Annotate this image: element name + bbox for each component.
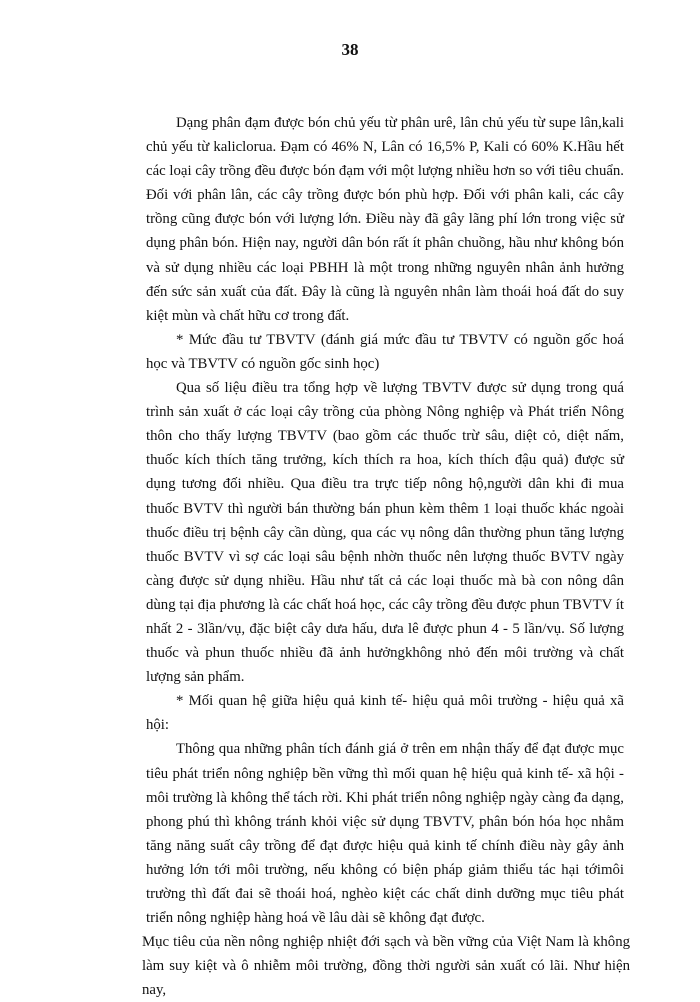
paragraph-analysis: Thông qua những phân tích đánh giá ở trên em nhận thấy để đạt được mục tiêu phát triển nông nghiệp bền vững thì mối quan hệ hiệu quả kinh tế- xã hội - môi trường là không thể tách rời. Khi phát triển nông nghiệp ngày càng đa dạng, phong phú thì không tránh khỏi việc sử dụng TBVTV, phân bón hóa học nhằm tăng năng suất cây trồng để đạt được hiệu quả kinh tế chính điều này gây ảnh hưởng lớn tới môi trường, nếu không có biện pháp giảm thiểu tác hại tớimôi trường thì đất đai sẽ thoái hoá, nghèo kiệt các chất dinh dưỡng mục tiêu phát triển nông nghiệp hàng hoá về lâu dài sẽ không đạt được.: [146, 741, 624, 927]
paragraph-relationship-heading: * Mối quan hệ giữa hiệu quả kinh tế- hiệu quả môi trường - hiệu quả xã hội:: [146, 693, 624, 734]
document-body: [142, 111, 630, 1002]
page-number: 38: [341, 40, 359, 59]
paragraph-fertilizer: Dạng phân đạm được bón chủ yếu từ phân urê, lân chủ yếu từ supe lân,kali chủ yếu từ kaliclorua. Đạm có 46% N, Lân có 16,5% P, Kali có 60% K.Hầu hết các loại cây trồng đều được bón đạm với một lượng nhiều hơn so với tiêu chuẩn. Đối với phân lân, các cây trồng được bón phù hợp. Đối với phân kali, các cây trồng cũng được bón với lượng lớn. Điều này đã gây lãng phí lớn trong việc sử dụng phân bón. Hiện nay, người dân bón rất ít phân chuồng, hầu như không bón và sử dụng nhiều các loại PBHH là một trong những nguyên nhân ảnh hưởng đến sức sản xuất của đất. Đây là cũng là nguyên nhân làm thoái hoá đất do suy kiệt mùn và chất hữu cơ trong đất.: [146, 115, 625, 324]
paragraph-goal: Mục tiêu của nền nông nghiệp nhiệt đới sạch và bền vững của Việt Nam là không làm suy kiệt và ô nhiễm môi trường, đồng thời người sản xuất có lãi. Như hiện nay,: [142, 934, 630, 999]
paragraph-pesticide-survey: Qua số liệu điều tra tổng hợp về lượng TBVTV được sử dụng trong quá trình sản xuất ở các loại cây trồng của phòng Nông nghiệp và Phát triển Nông thôn cho thấy lượng TBVTV (bao gồm các thuốc trừ sâu, diệt cỏ, diệt nấm, thuốc kích thích tăng trưởng, kích thích ra hoa, kích thích đậu quả) được sử dụng tương đối nhiều. Qua điều tra trực tiếp nông hộ,người dân khi đi mua thuốc BVTV thì người bán thường bán phun kèm thêm 1 loại thuốc khác ngoài thuốc điều trị bệnh cây cần dùng, qua các vụ nông dân thường phun tăng lượng thuốc BVTV vì sợ các loại sâu bệnh nhờn thuốc nên lượng thuốc BVTV ngày càng được sử dụng nhiều. Hầu như tất cả các loại thuốc mà bà con nông dân dùng tại địa phương là các chất hoá học, các cây trồng đều được phun TBVTV ít nhất 2 - 3lần/vụ, đặc biệt cây dưa hấu, dưa lê được phun 4 - 5 lần/vụ. Số lượng thuốc và phun thuốc nhiều đã ảnh hưởngkhông nhỏ đến môi trường và chất lượng sản phẩm.: [146, 380, 624, 686]
paragraph-investment-heading: * Mức đầu tư TBVTV (đánh giá mức đầu tư TBVTV có nguồn gốc hoá học và TBVTV có nguồn gốc sinh học): [146, 331, 624, 372]
